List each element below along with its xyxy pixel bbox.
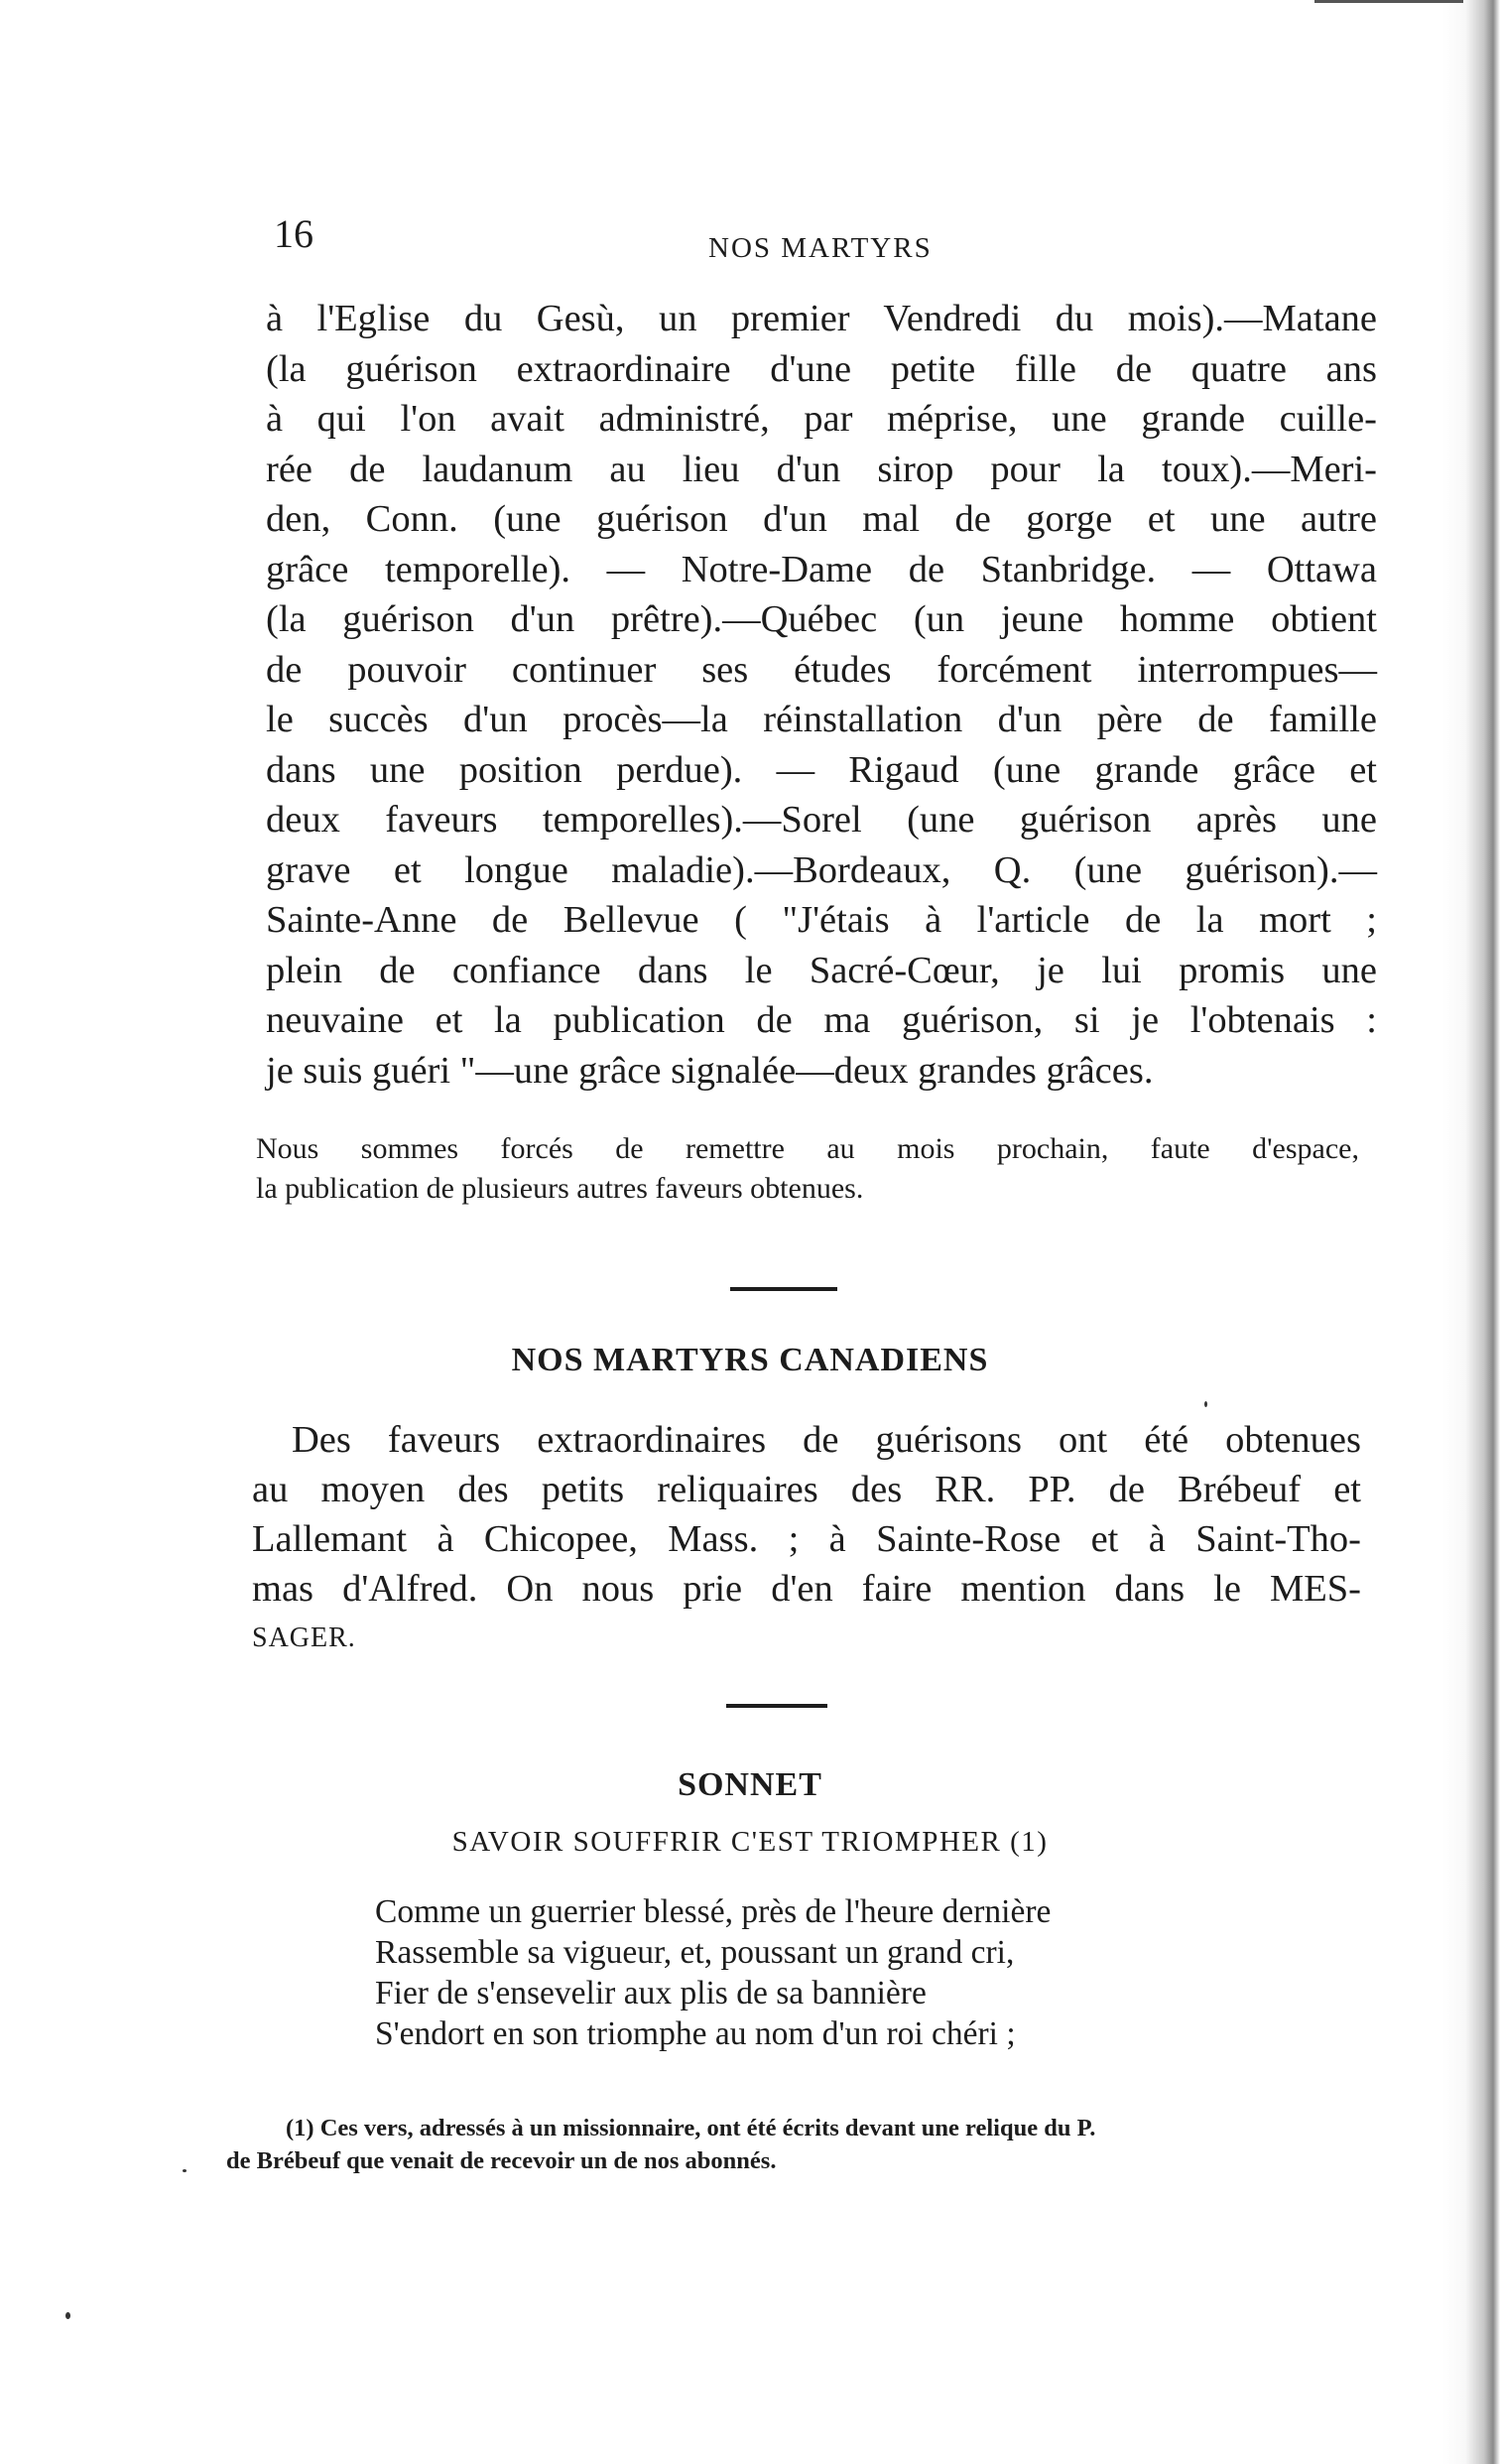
top-edge-mark — [1314, 0, 1463, 3]
section-line: au moyen des petits reliquaires des RR. PP. de Brébeuf et — [252, 1469, 1361, 1510]
poem-line: S'endort en son triomphe au nom d'un roi chéri ; — [375, 2015, 1016, 2052]
body-line: rée de laudanum au lieu d'un sirop pour la toux).—Meri- — [266, 448, 1377, 490]
body-line: (la guérison d'un prêtre).—Québec (un jeune homme obtient — [266, 598, 1377, 640]
sonnet-subtitle: SAVOIR SOUFFRIR C'EST TRIOMPHER (1) — [451, 1826, 1049, 1858]
body-line: grave et longue maladie).—Bordeaux, Q. (une guérison).— — [266, 848, 1377, 891]
section-title-martyrs: NOS MARTYRS CANADIENS — [511, 1342, 989, 1378]
body-line: plein de confiance dans le Sacré-Cœur, je lui promis une — [266, 949, 1377, 991]
ink-speck — [65, 2312, 70, 2319]
favors-paragraph — [266, 294, 1377, 1096]
body-line: deux faveurs temporelles).—Sorel (une guérison après une — [266, 799, 1377, 841]
body-line: den, Conn. (une guérison d'un mal de gorge et une autre — [266, 498, 1377, 540]
body-line: je suis guéri "—une grâce signalée—deux grandes grâces. — [266, 1049, 1154, 1092]
section-divider — [730, 1287, 837, 1291]
body-line: dans une position perdue). — Rigaud (une grande grâce et — [266, 748, 1377, 791]
body-line: grâce temporelle). — Notre-Dame de Stanbridge. — Ottawa — [266, 548, 1377, 590]
poem-line: Rassemble sa vigueur, et, poussant un grand cri, — [375, 1934, 1015, 1971]
footnote-line: de Brébeuf que venait de recevoir un de nos abonnés. — [226, 2147, 777, 2174]
ink-speck — [183, 2169, 187, 2172]
section-line: Lallemant à Chicopee, Mass. ; à Sainte-Rose et à Saint-Tho- — [252, 1518, 1361, 1560]
sonnet-poem — [375, 1891, 1051, 2054]
page-edge-shadow — [1442, 0, 1500, 2464]
section-line: mas d'Alfred. On nous prie d'en faire mention dans le MES- — [252, 1568, 1361, 1610]
body-line: de pouvoir continuer ses études forcément interrompues— — [266, 648, 1377, 691]
poem-line: Comme un guerrier blessé, près de l'heure dernière — [375, 1893, 1052, 1930]
section-divider — [726, 1704, 827, 1708]
editorial-note — [256, 1129, 1359, 1209]
section-line: Des faveurs extraordinaires de guérisons ont été obtenues — [292, 1419, 1361, 1461]
note-line: la publication de plusieurs autres faveurs obtenues. — [256, 1172, 864, 1205]
body-line: (la guérison extraordinaire d'une petite fille de quatre ans — [266, 347, 1377, 390]
martyrs-paragraph — [252, 1415, 1361, 1663]
body-line: à l'Eglise du Gesù, un premier Vendredi du mois).—Matane — [266, 298, 1377, 339]
body-line: neuvaine et la publication de ma guérison, si je l'obtenais : — [266, 999, 1377, 1041]
body-line: à qui l'on avait administré, par méprise, une grande cuille- — [266, 398, 1377, 440]
body-line: le succès d'un procès—la réinstallation d'un père de famille — [266, 699, 1377, 740]
section-line: SAGER. — [252, 1622, 356, 1653]
poem-line: Fier de s'ensevelir aux plis de sa bannière — [375, 1975, 927, 2011]
section-title-sonnet: SONNET — [678, 1766, 822, 1803]
footnote-line: (1) Ces vers, adressés à un missionnaire, ont été écrits devant une relique du P. — [286, 2115, 1096, 2141]
running-head: NOS MARTYRS — [708, 232, 933, 264]
ink-speck — [1204, 1401, 1207, 1407]
page-number: 16 — [274, 211, 313, 256]
footnote — [226, 2112, 1359, 2177]
note-line: Nous sommes forcés de remettre au mois prochain, faute d'espace, — [256, 1132, 1359, 1165]
body-line: Sainte-Anne de Bellevue ( "J'étais à l'article de la mort ; — [266, 899, 1377, 941]
